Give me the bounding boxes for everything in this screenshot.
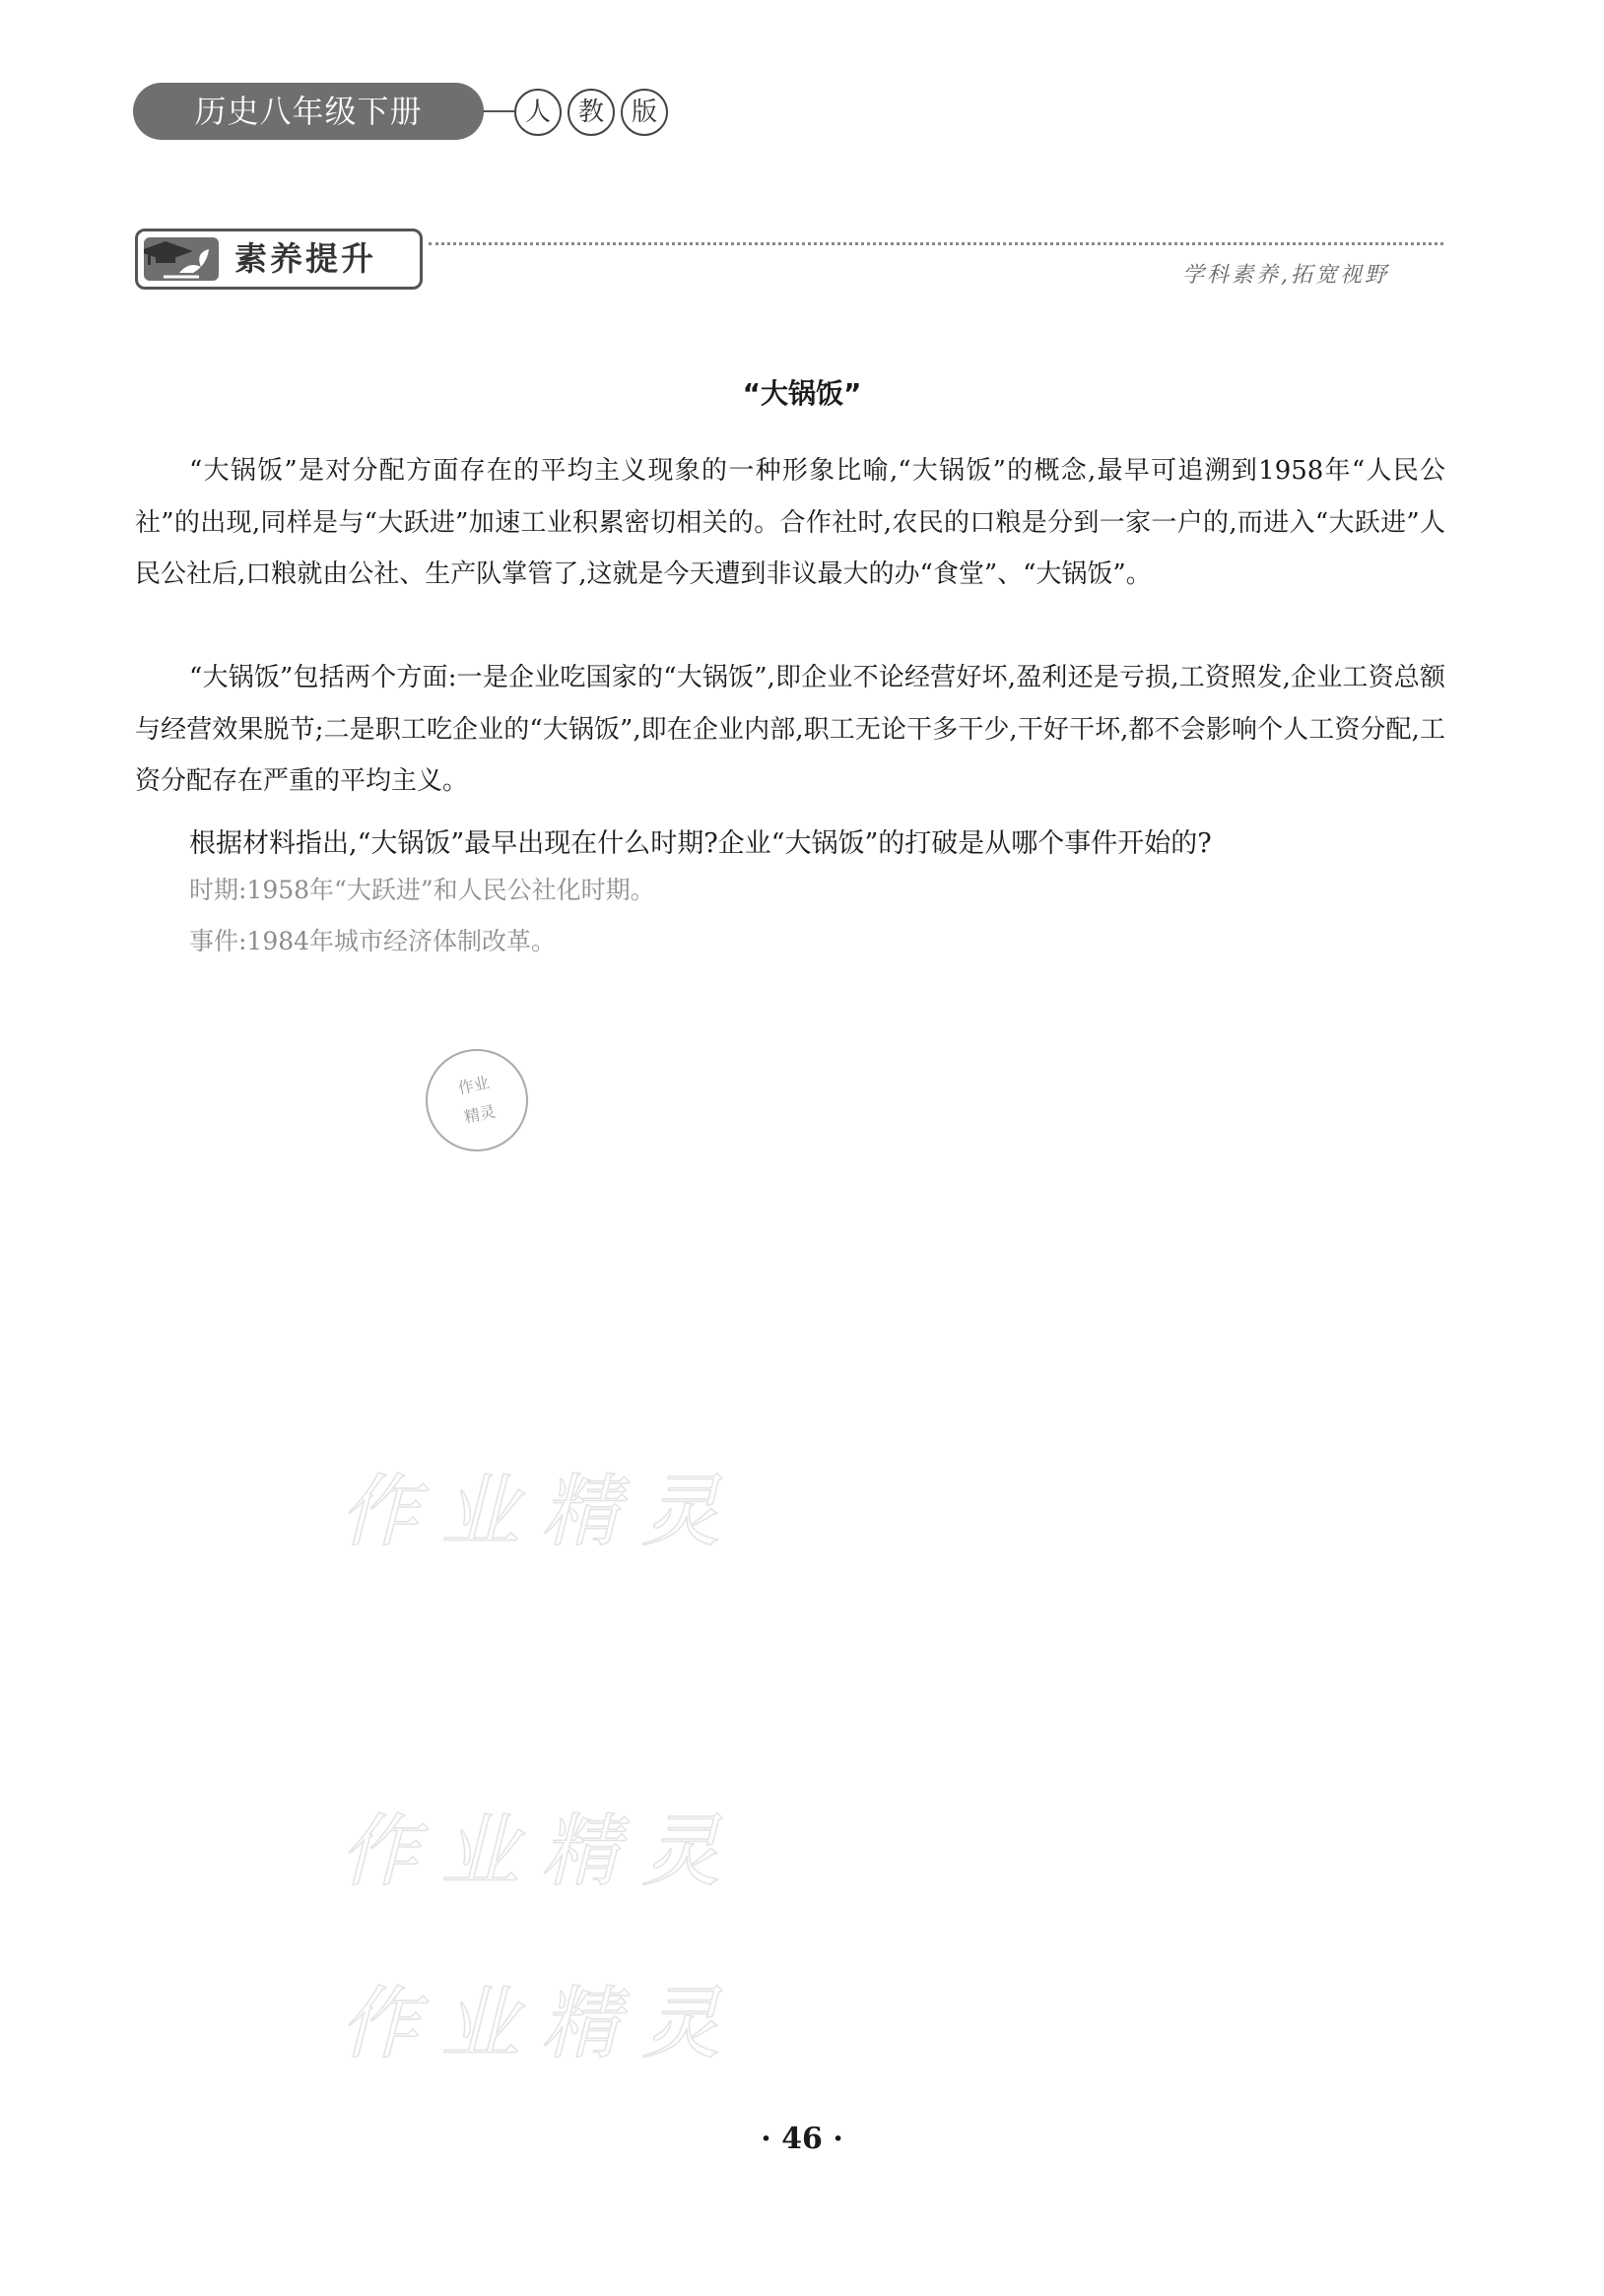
graduation-cap-book-icon	[144, 237, 219, 281]
tab-connector-line	[483, 110, 514, 112]
edition-char-ren: 人	[514, 89, 562, 136]
section-badge	[135, 229, 423, 290]
edition-char-ban: 版	[621, 89, 668, 136]
book-title-tab: 历史八年级下册	[133, 83, 484, 140]
answer-event: 事件:1984年城市经济体制改革。	[189, 927, 557, 955]
stamp-top-text: 作业	[456, 1073, 492, 1098]
article-paragraph: “大锅饭”是对分配方面存在的平均主义现象的一种形象比喻,“大锅饭”的概念,最早可追溯到1958年“人民公社”的出现,同样是与“大跃进”加速工业积累密切相关的。合作社时,农民的口粮是分到一家一户的,而进入“大跃进”人民公社后,口粮就由公社、生产队掌管了,这就是今天遭到非议最大的办“食堂”、“大锅饭”。	[135, 456, 1445, 589]
stamp-bottom-text: 精灵	[462, 1101, 498, 1127]
dotted-divider	[429, 242, 1443, 245]
question-text: 根据材料指出,“大锅饭”最早出现在什么时期?企业“大锅饭”的打破是从哪个事件开始的?	[189, 828, 1212, 859]
watermark-text: 作业精灵	[340, 1805, 742, 1897]
section-title: 素养提升	[234, 239, 376, 278]
article-title: “大锅饭”	[742, 377, 862, 410]
section-subtitle: 学科素养,拓宽视野	[1182, 263, 1389, 288]
watermark-text: 作业精灵	[340, 1978, 742, 2069]
page-number: · 46 ·	[761, 2122, 843, 2156]
answer-period: 时期:1958年“大跃进”和人民公社化时期。	[189, 876, 655, 904]
watermark-text: 作业精灵	[340, 1466, 742, 1557]
edition-char-jiao: 教	[568, 89, 615, 136]
watermark-stamp	[416, 1039, 537, 1160]
article-paragraph: “大锅饭”包括两个方面:一是企业吃国家的“大锅饭”,即企业不论经营好坏,盈利还是亏损,工资照发,企业工资总额与经营效果脱节;二是职工吃企业的“大锅饭”,即在企业内部,职工无论干多干少,干好干坏,都不会影响个人工资分配,工资分配存在严重的平均主义。	[135, 663, 1445, 796]
